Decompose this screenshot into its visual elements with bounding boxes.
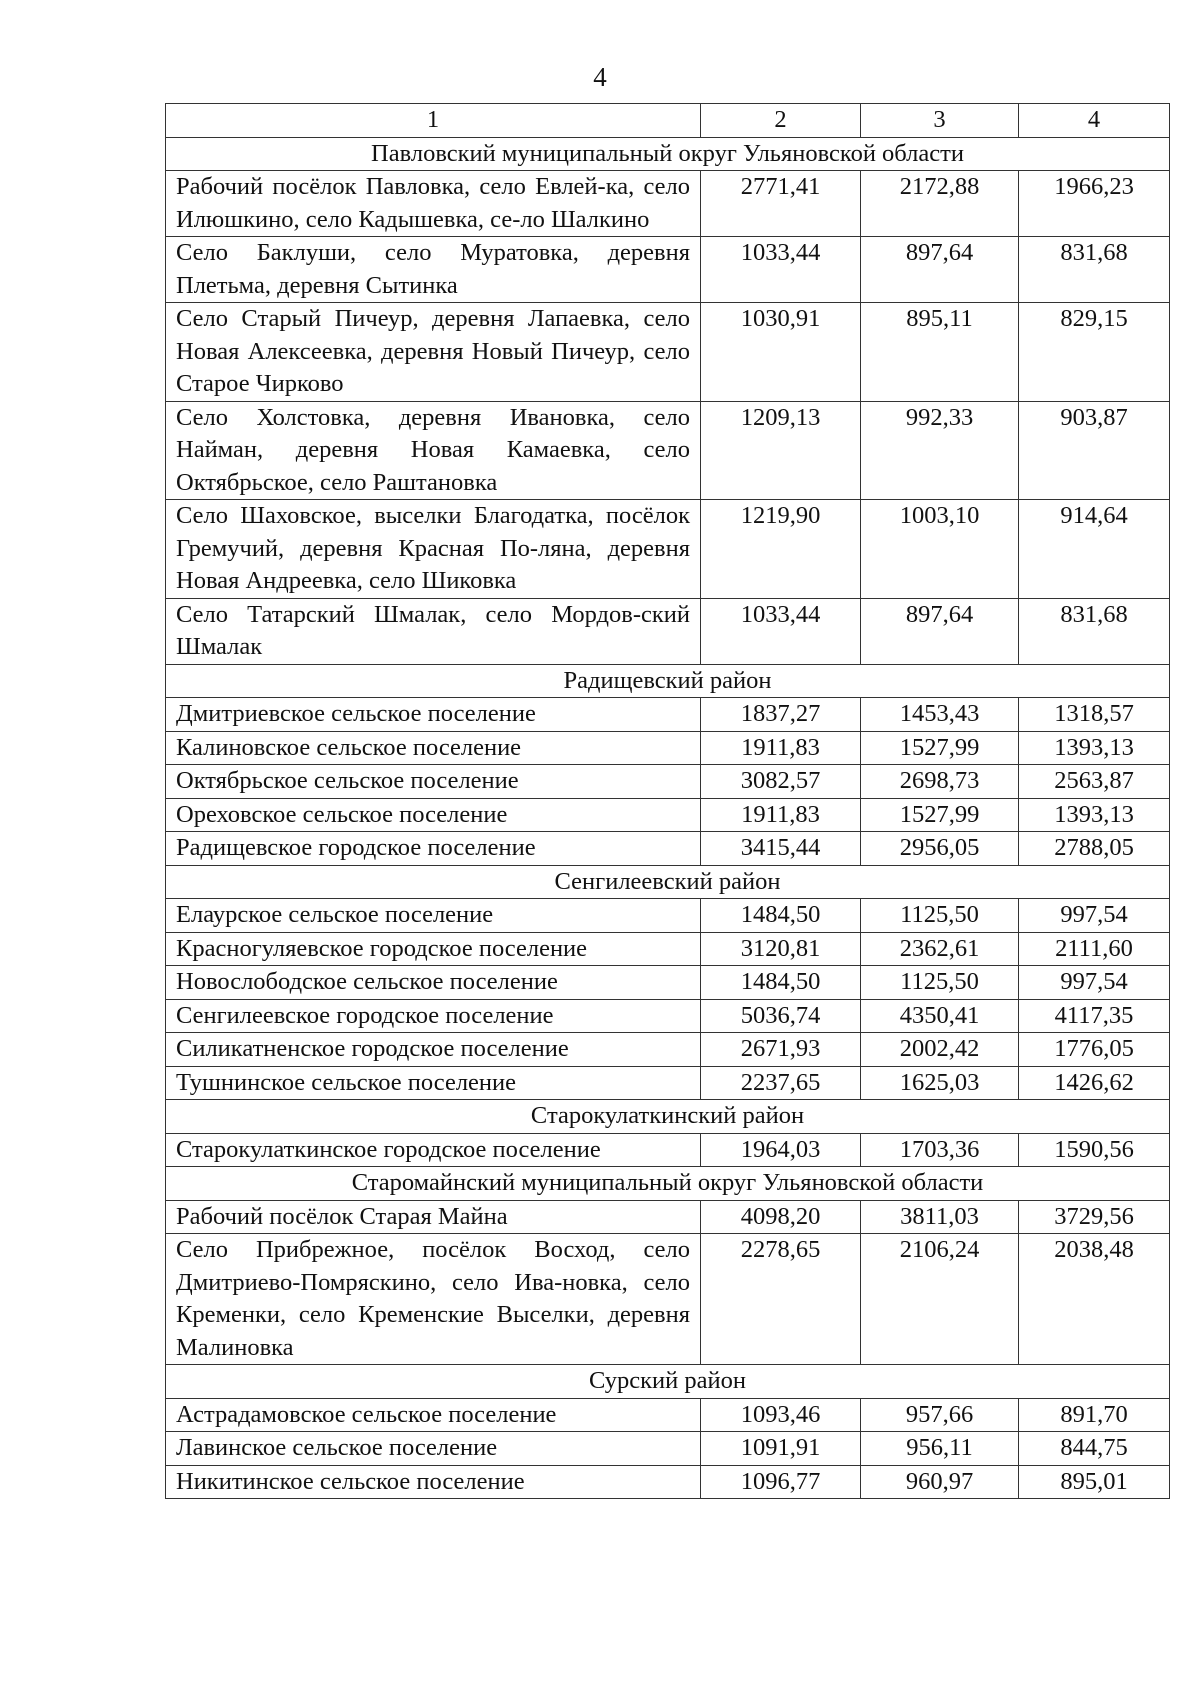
value-col-3: 897,64 [861,237,1019,303]
settlement-name: Октябрьское сельское поселение [166,765,701,799]
table-row [166,1432,1170,1466]
table-row [166,1234,1170,1365]
section-row [166,664,1170,698]
value-col-4: 1590,56 [1019,1133,1170,1167]
value-col-4: 1393,13 [1019,731,1170,765]
settlement-name: Новослободское сельское поселение [166,966,701,1000]
value-col-4: 2111,60 [1019,932,1170,966]
value-col-2: 1093,46 [701,1398,861,1432]
value-col-4: 1776,05 [1019,1033,1170,1067]
value-col-2: 1964,03 [701,1133,861,1167]
value-col-2: 1096,77 [701,1465,861,1499]
value-col-3: 957,66 [861,1398,1019,1432]
value-col-3: 2698,73 [861,765,1019,799]
value-col-2: 1033,44 [701,237,861,303]
settlement-name: Елаурское сельское поселение [166,899,701,933]
table-row [166,171,1170,237]
settlement-name: Ореховское сельское поселение [166,798,701,832]
column-header: 4 [1019,104,1170,138]
table-row [166,1133,1170,1167]
section-row [166,1100,1170,1134]
value-col-4: 844,75 [1019,1432,1170,1466]
table-row [166,832,1170,866]
value-col-2: 3120,81 [701,932,861,966]
value-col-4: 903,87 [1019,401,1170,500]
value-col-3: 897,64 [861,598,1019,664]
table-row [166,899,1170,933]
table-row [166,765,1170,799]
value-col-3: 1527,99 [861,731,1019,765]
value-col-4: 2038,48 [1019,1234,1170,1365]
settlement-name: Силикатненское городское поселение [166,1033,701,1067]
value-col-3: 2002,42 [861,1033,1019,1067]
value-col-2: 1911,83 [701,731,861,765]
value-col-2: 1837,27 [701,698,861,732]
value-col-4: 2563,87 [1019,765,1170,799]
section-title: Павловский муниципальный округ Ульяновской области [166,137,1170,171]
value-col-3: 2362,61 [861,932,1019,966]
table-row [166,1465,1170,1499]
settlement-name: Село Холстовка, деревня Ивановка, село Найман, деревня Новая Камаевка, село Октябрьское, село Раштановка [166,401,701,500]
value-col-4: 997,54 [1019,966,1170,1000]
value-col-3: 2172,88 [861,171,1019,237]
value-col-2: 2771,41 [701,171,861,237]
table-row [166,237,1170,303]
value-col-2: 2278,65 [701,1234,861,1365]
section-row [166,1167,1170,1201]
page-number: 4 [593,62,607,92]
value-col-2: 4098,20 [701,1200,861,1234]
table-row [166,303,1170,402]
header-row [166,104,1170,138]
table-row [166,731,1170,765]
table-row [166,1033,1170,1067]
value-col-3: 3811,03 [861,1200,1019,1234]
value-col-3: 956,11 [861,1432,1019,1466]
table-row [166,798,1170,832]
value-col-3: 992,33 [861,401,1019,500]
table-row [166,401,1170,500]
tariff-table [165,103,1170,1499]
column-header: 2 [701,104,861,138]
value-col-4: 997,54 [1019,899,1170,933]
value-col-2: 1911,83 [701,798,861,832]
value-col-2: 1484,50 [701,899,861,933]
settlement-name: Радищевское городское поселение [166,832,701,866]
settlement-name: Село Баклуши, село Муратовка, деревня Плетьма, деревня Сытинка [166,237,701,303]
table-row [166,698,1170,732]
value-col-3: 1125,50 [861,966,1019,1000]
settlement-name: Красногуляевское городское поселение [166,932,701,966]
value-col-2: 3415,44 [701,832,861,866]
section-title: Радищевский район [166,664,1170,698]
table-row [166,966,1170,1000]
value-col-4: 891,70 [1019,1398,1170,1432]
table-row [166,1398,1170,1432]
value-col-3: 960,97 [861,1465,1019,1499]
value-col-2: 2671,93 [701,1033,861,1067]
value-col-2: 1209,13 [701,401,861,500]
value-col-3: 2106,24 [861,1234,1019,1365]
column-header: 1 [166,104,701,138]
value-col-3: 2956,05 [861,832,1019,866]
value-col-4: 831,68 [1019,598,1170,664]
value-col-3: 4350,41 [861,999,1019,1033]
value-col-2: 2237,65 [701,1066,861,1100]
value-col-3: 1003,10 [861,500,1019,599]
value-col-4: 4117,35 [1019,999,1170,1033]
value-col-4: 895,01 [1019,1465,1170,1499]
section-row [166,865,1170,899]
column-header: 3 [861,104,1019,138]
value-col-4: 2788,05 [1019,832,1170,866]
settlement-name: Село Прибрежное, посёлок Восход, село Дмитриево-Помряскино, село Ива-новка, село Кременки, село Кременские Выселки, деревня Малиновка [166,1234,701,1365]
value-col-4: 914,64 [1019,500,1170,599]
value-col-3: 1703,36 [861,1133,1019,1167]
value-col-4: 1966,23 [1019,171,1170,237]
settlement-name: Никитинское сельское поселение [166,1465,701,1499]
table-row [166,932,1170,966]
section-row [166,137,1170,171]
value-col-4: 1318,57 [1019,698,1170,732]
value-col-4: 3729,56 [1019,1200,1170,1234]
value-col-3: 1125,50 [861,899,1019,933]
section-row [166,1365,1170,1399]
value-col-2: 1219,90 [701,500,861,599]
value-col-2: 1484,50 [701,966,861,1000]
settlement-name: Дмитриевское сельское поселение [166,698,701,732]
settlement-name: Тушнинское сельское поселение [166,1066,701,1100]
value-col-2: 3082,57 [701,765,861,799]
table-row [166,999,1170,1033]
value-col-3: 1453,43 [861,698,1019,732]
value-col-2: 1091,91 [701,1432,861,1466]
value-col-4: 1426,62 [1019,1066,1170,1100]
value-col-3: 1527,99 [861,798,1019,832]
value-col-2: 1033,44 [701,598,861,664]
settlement-name: Сенгилеевское городское поселение [166,999,701,1033]
section-title: Сурский район [166,1365,1170,1399]
value-col-2: 5036,74 [701,999,861,1033]
settlement-name: Село Шаховское, выселки Благодатка, посёлок Гремучий, деревня Красная По-ляна, деревня Новая Андреевка, село Шиковка [166,500,701,599]
section-title: Старомайнский муниципальный округ Ульяновской области [166,1167,1170,1201]
table-row [166,500,1170,599]
settlement-name: Село Татарский Шмалак, село Мордов-ский Шмалак [166,598,701,664]
settlement-name: Рабочий посёлок Павловка, село Евлей-ка, село Илюшкино, село Кадышевка, се-ло Шалкино [166,171,701,237]
value-col-3: 1625,03 [861,1066,1019,1100]
settlement-name: Лавинское сельское поселение [166,1432,701,1466]
value-col-4: 1393,13 [1019,798,1170,832]
settlement-name: Старокулаткинское городское поселение [166,1133,701,1167]
section-title: Старокулаткинский район [166,1100,1170,1134]
value-col-3: 895,11 [861,303,1019,402]
value-col-4: 831,68 [1019,237,1170,303]
value-col-2: 1030,91 [701,303,861,402]
table-row [166,1200,1170,1234]
table-row [166,1066,1170,1100]
settlement-name: Рабочий посёлок Старая Майна [166,1200,701,1234]
settlement-name: Село Старый Пичеур, деревня Лапаевка, село Новая Алексеевка, деревня Новый Пичеур, село Старое Чирково [166,303,701,402]
settlement-name: Астрадамовское сельское поселение [166,1398,701,1432]
table-row [166,598,1170,664]
value-col-4: 829,15 [1019,303,1170,402]
settlement-name: Калиновское сельское поселение [166,731,701,765]
section-title: Сенгилеевский район [166,865,1170,899]
